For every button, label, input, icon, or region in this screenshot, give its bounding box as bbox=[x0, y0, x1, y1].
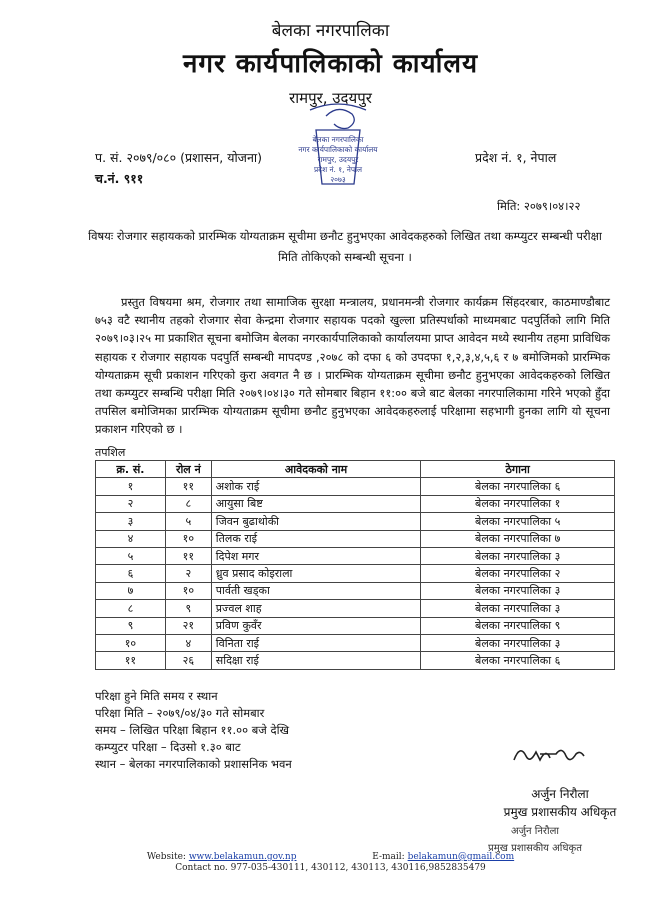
cell-address: बेलका नगरपालिका ६ bbox=[421, 478, 615, 495]
cell-name: प्रज्वल शाह bbox=[211, 600, 421, 617]
stamp-title: प्रमुख प्रशासकीय अधिकृत bbox=[488, 843, 582, 854]
cell-name: सदिक्षा राई bbox=[211, 652, 421, 669]
cell-roll: १० bbox=[165, 530, 211, 547]
notice-subject: विषयः रोजगार सहायकको प्रारम्भिक योग्यताक्रम सूचीमा छनौट हुनुभएका आवेदकहरुको लिखित तथा कम्प्युटर सम्बन्धी परीक्षा मिति तोकिएको सम्बन्धी सूचना । bbox=[88, 229, 602, 264]
cell-serial: ४ bbox=[96, 530, 166, 547]
stamp-name: अर्जुन निरौला bbox=[511, 826, 559, 837]
notice-date: मिति: २०७९।०४।२२ bbox=[497, 199, 581, 213]
exam-venue: स्थान – बेलका नगरपालिकाको प्रशासनिक भवन bbox=[95, 757, 292, 771]
cell-address: बेलका नगरपालिका ६ bbox=[421, 652, 615, 669]
cell-roll: ५ bbox=[165, 513, 211, 530]
reference-number: प. सं. २०७९/०८० (प्रशासन, योजना) bbox=[95, 150, 263, 165]
seal-line-3: रामपुर, उदयपुर bbox=[317, 155, 359, 164]
cell-name: विनिता राई bbox=[211, 634, 421, 651]
table-row bbox=[96, 652, 615, 669]
cell-roll: ४ bbox=[165, 634, 211, 651]
office-name: बेलका नगरपालिका bbox=[271, 21, 390, 41]
cell-name: अशोक राई bbox=[211, 478, 421, 495]
cell-roll: २१ bbox=[165, 617, 211, 634]
cell-serial: १० bbox=[96, 634, 166, 651]
handwritten-signature bbox=[510, 742, 590, 768]
footer bbox=[0, 852, 661, 874]
cell-address: बेलका नगरपालिका ३ bbox=[421, 600, 615, 617]
cell-name: प्रविण कुवँर bbox=[211, 617, 421, 634]
email-label: E-mail: bbox=[372, 852, 405, 862]
office-title: नगर कार्यपालिकाको कार्यालय bbox=[182, 49, 479, 79]
website-link[interactable]: www.belakamun.gov.np bbox=[188, 852, 297, 862]
cell-roll: ८ bbox=[165, 495, 211, 512]
table-row bbox=[96, 530, 615, 547]
office-address: रामपुर, उदयपुर bbox=[289, 89, 372, 107]
cell-serial: २ bbox=[96, 495, 166, 512]
table-row bbox=[96, 565, 615, 582]
cell-address: बेलका नगरपालिका ३ bbox=[421, 582, 615, 599]
cell-address: बेलका नगरपालिका २ bbox=[421, 565, 615, 582]
table-row bbox=[96, 513, 615, 530]
signatory-title: प्रमुख प्रशासकीय अधिकृत bbox=[503, 805, 617, 819]
cell-address: बेलका नगरपालिका ३ bbox=[421, 634, 615, 651]
table-row bbox=[96, 617, 615, 634]
notice-body: प्रस्तुत विषयमा श्रम, रोजगार तथा सामाजिक सुरक्षा मन्त्रालय, प्रधानमन्त्री रोजगार कार्यक्रम सिंहदरबार, काठमाण्डौबाट ७५३ वटै स्थानीय तहको रोजगार सेवा केन्द्रमा रोजगार सहायक पदको खुल्ला प्रतिस्पर्धाको माध्यमबाट पदपुर्तिको लागि मिति २०७९।०३।२५ मा प्रकाशित सूचना बमोजिम बेलका नगरकार्यपालिकाको कार्यालयमा प्राप्त आवेदन मध्ये स्थानीय तहमा प्राविधिक सहायक र रोजगार सहायक पदपुर्ति सम्बन्धी मापदण्ड ,२०७८ को दफा ६ को उपदफा १,२,३,४,५,६ र ७ बमोजिमको प्रारम्भिक योग्यताक्रम सूची प्रकाशन गरिएको कुरा अवगत नै छ । प्रारम्भिक योग्यताक्रम सूचीमा छनौट हुनुभएका आवेदकहरुको लिखित तथा कम्प्युटर सम्बन्धि परीक्षा मिति २०७९।०४।३० गते सोमबार बिहान ११:०० बजे बाट बेलका नगरपालिकामा गरिने भएको हुँदा तपसिल बमोजिमका प्रारम्भिक योग्यताक्रम सूचीमा छनौट हुनुभएका आवेदकहरुलाई परिक्षामा सहभागी हुनका लागि यो सूचना प्रकाशन गरिएको छ । bbox=[95, 295, 610, 437]
table-row bbox=[96, 547, 615, 564]
cell-address: बेलका नगरपालिका ९ bbox=[421, 617, 615, 634]
cell-roll: २ bbox=[165, 565, 211, 582]
seal-line-4: प्रदेश नं. १, नेपाल bbox=[313, 165, 363, 174]
col-address: ठेगाना bbox=[421, 461, 615, 478]
table-row bbox=[96, 478, 615, 495]
seal-line-2: नगर कार्यपालिकाको कार्यालय bbox=[298, 145, 378, 154]
contact-numbers: Contact no. 977-035-430111, 430112, 430113, 430116,9852835479 bbox=[175, 863, 486, 873]
cell-address: बेलका नगरपालिका ७ bbox=[421, 530, 615, 547]
cell-name: आयुसा बिष्ट bbox=[211, 495, 421, 512]
details-heading: तपशिल bbox=[95, 446, 126, 459]
cell-name: तिलक राई bbox=[211, 530, 421, 547]
table-row bbox=[96, 495, 615, 512]
cell-serial: ९ bbox=[96, 617, 166, 634]
seal-line-5: २०७३ bbox=[330, 175, 346, 184]
cell-address: बेलका नगरपालिका ५ bbox=[421, 513, 615, 530]
table-header-row bbox=[96, 461, 615, 478]
exam-time-written: समय – लिखित परिक्षा बिहान ११.०० बजे देखि bbox=[95, 723, 289, 737]
office-seal bbox=[296, 100, 380, 190]
cell-name: दिपेश मगर bbox=[211, 547, 421, 564]
table-row bbox=[96, 582, 615, 599]
website-label: Website: bbox=[146, 852, 186, 862]
cell-name: जिवन बुढाथोकी bbox=[211, 513, 421, 530]
province: प्रदेश नं. १, नेपाल bbox=[475, 150, 557, 165]
exam-details bbox=[95, 688, 292, 773]
cell-serial: ६ bbox=[96, 565, 166, 582]
cell-address: बेलका नगरपालिका १ bbox=[421, 495, 615, 512]
col-roll: रोल नं bbox=[165, 461, 211, 478]
cell-serial: १ bbox=[96, 478, 166, 495]
exam-heading: परिक्षा हुने मिति समय र स्थान bbox=[95, 689, 218, 703]
table-row bbox=[96, 600, 615, 617]
cell-serial: ५ bbox=[96, 547, 166, 564]
col-name: आवेदकको नाम bbox=[211, 461, 421, 478]
exam-date: परिक्षा मिति – २०७९/०४/३० गते सोमबार bbox=[95, 706, 265, 720]
signatory-block bbox=[480, 785, 640, 821]
cell-serial: ७ bbox=[96, 582, 166, 599]
cell-name: पार्वती खड्का bbox=[211, 582, 421, 599]
cell-roll: २६ bbox=[165, 652, 211, 669]
seal-line-1: बेलका नगरपालिका bbox=[312, 135, 364, 144]
cell-name: ध्रुव प्रसाद कोइराला bbox=[211, 565, 421, 582]
email-link[interactable]: belakamun@gmail.com bbox=[407, 852, 515, 862]
exam-time-computer: कम्प्युटर परिक्षा – दिउसो १.३० बाट bbox=[95, 740, 241, 754]
signatory-name: अर्जुन निरौला bbox=[531, 787, 589, 801]
dispatch-number: च.नं. ९११ bbox=[95, 171, 144, 186]
cell-serial: ८ bbox=[96, 600, 166, 617]
col-serial: क्र. सं. bbox=[96, 461, 166, 478]
cell-serial: ११ bbox=[96, 652, 166, 669]
table-row bbox=[96, 634, 615, 651]
cell-roll: ११ bbox=[165, 478, 211, 495]
cell-roll: ९ bbox=[165, 600, 211, 617]
cell-serial: ३ bbox=[96, 513, 166, 530]
cell-roll: १० bbox=[165, 582, 211, 599]
cell-roll: ११ bbox=[165, 547, 211, 564]
cell-address: बेलका नगरपालिका ३ bbox=[421, 547, 615, 564]
candidate-table bbox=[95, 460, 615, 670]
